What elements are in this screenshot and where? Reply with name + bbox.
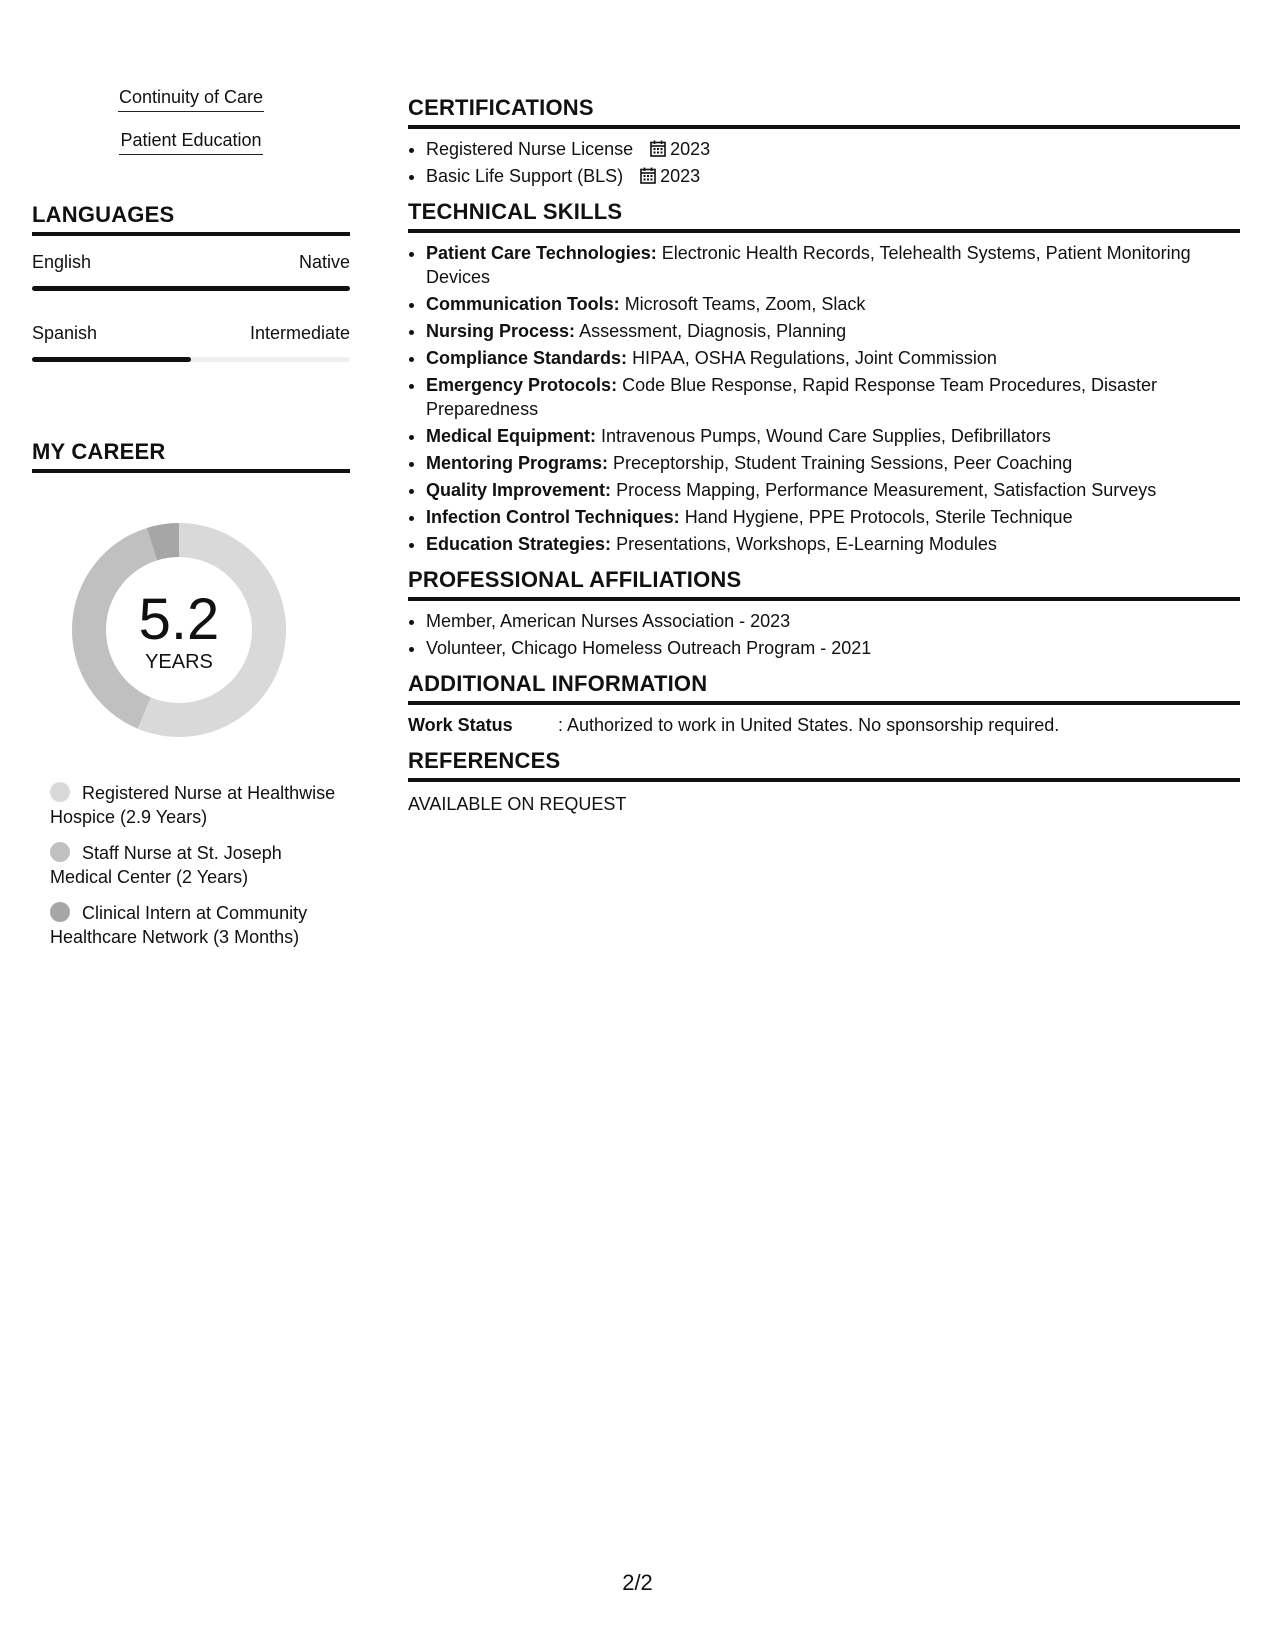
language-proficiency-fill — [32, 357, 191, 362]
skill-tag: Patient Education — [119, 128, 262, 155]
skill-item — [426, 451, 1240, 475]
certification-name: Basic Life Support (BLS) — [426, 166, 624, 186]
skill-category: Nursing Process: — [426, 321, 576, 341]
language-name: English — [32, 252, 92, 272]
legend-dot-icon — [50, 782, 70, 802]
donut-center — [64, 515, 294, 745]
language-item — [32, 250, 350, 291]
career-legend-label: Clinical Intern at Community Healthcare Network (3 Months) — [50, 903, 308, 947]
calendar-icon — [650, 140, 666, 157]
work-status-label: Work Status — [408, 715, 513, 735]
skill-category: Mentoring Programs: — [426, 453, 609, 473]
language-level: Intermediate — [249, 323, 350, 343]
skill-category: Communication Tools: — [426, 294, 620, 314]
skill-details: Preceptorship, Student Training Sessions, Peer Coaching — [613, 453, 1073, 473]
additional-info-title: ADDITIONAL INFORMATION — [408, 670, 1240, 705]
career-section — [32, 438, 350, 949]
skill-tag: Continuity of Care — [118, 85, 264, 112]
certification-year: 2023 — [670, 139, 711, 159]
skill-category: Quality Improvement: — [426, 480, 612, 500]
skill-item — [426, 373, 1240, 421]
career-title: MY CAREER — [32, 438, 350, 473]
sidebar — [32, 85, 350, 961]
references-text: AVAILABLE ON REQUEST — [408, 794, 627, 814]
skill-item — [426, 505, 1240, 529]
certification-item — [426, 164, 1240, 188]
skill-details: Microsoft Teams, Zoom, Slack — [624, 294, 866, 314]
page-number: 2/2 — [622, 1570, 653, 1595]
skill-item — [426, 292, 1240, 316]
skill-tag-list — [32, 85, 350, 171]
references-section — [408, 747, 1240, 816]
language-proficiency-bar — [32, 286, 350, 291]
skill-details: Intravenous Pumps, Wound Care Supplies, Defibrillators — [601, 426, 1051, 446]
legend-dot-icon — [50, 842, 70, 862]
work-status-value: : Authorized to work in United States. No sponsorship required. — [558, 715, 1060, 735]
career-legend-item — [50, 781, 340, 829]
career-legend-item — [50, 841, 340, 889]
career-donut-chart — [64, 515, 294, 745]
skill-item — [426, 532, 1240, 556]
career-legend — [50, 781, 340, 949]
language-name: Spanish — [32, 323, 98, 343]
skill-category: Medical Equipment: — [426, 426, 597, 446]
technical-skills-section — [408, 198, 1240, 556]
skill-item — [426, 241, 1240, 289]
language-proficiency-fill — [32, 286, 350, 291]
career-legend-item — [50, 901, 340, 949]
skill-category: Compliance Standards: — [426, 348, 628, 368]
skill-item — [426, 478, 1240, 502]
calendar-icon — [640, 167, 656, 184]
skill-details: Electronic Health Records, Telehealth Systems, Patient Monitoring Devices — [426, 243, 1191, 287]
languages-title: LANGUAGES — [32, 201, 350, 236]
skill-details: HIPAA, OSHA Regulations, Joint Commission — [632, 348, 997, 368]
certifications-title: CERTIFICATIONS — [408, 94, 1240, 129]
work-status-row — [408, 713, 1240, 737]
skill-details: Presentations, Workshops, E-Learning Modules — [616, 534, 997, 554]
language-proficiency-bar — [32, 357, 350, 362]
language-level: Native — [298, 252, 350, 272]
languages-section — [32, 201, 350, 362]
certifications-section — [408, 94, 1240, 188]
skill-category: Emergency Protocols: — [426, 375, 618, 395]
references-title: REFERENCES — [408, 747, 1240, 782]
affiliations-section — [408, 566, 1240, 660]
career-legend-label: Registered Nurse at Healthwise Hospice (2.9 Years) — [50, 783, 336, 827]
skill-details: Process Mapping, Performance Measurement, Satisfaction Surveys — [616, 480, 1157, 500]
language-item — [32, 321, 350, 362]
skill-item — [426, 319, 1240, 343]
certification-name: Registered Nurse License — [426, 139, 634, 159]
affiliation-item: • Volunteer, Chicago Homeless Outreach Program - 2021 — [426, 636, 1240, 660]
main-content — [408, 94, 1240, 826]
skill-category: Education Strategies: — [426, 534, 612, 554]
certification-item — [426, 137, 1240, 161]
affiliations-title: PROFESSIONAL AFFILIATIONS — [408, 566, 1240, 601]
technical-skills-title: TECHNICAL SKILLS — [408, 198, 1240, 233]
skill-details: Hand Hygiene, PPE Protocols, Sterile Technique — [684, 507, 1073, 527]
skill-item — [426, 346, 1240, 370]
certification-year: 2023 — [660, 166, 701, 186]
career-total-unit: YEARS — [145, 651, 213, 673]
skill-item — [426, 424, 1240, 448]
skill-category: Patient Care Technologies: — [426, 243, 657, 263]
skill-details: Assessment, Diagnosis, Planning — [579, 321, 847, 341]
skill-category: Infection Control Techniques: — [426, 507, 680, 527]
legend-dot-icon — [50, 902, 70, 922]
affiliation-item: • Member, American Nurses Association - 2023 — [426, 609, 1240, 633]
career-total-value: 5.2 — [138, 587, 220, 652]
career-legend-label: Staff Nurse at St. Joseph Medical Center (2 Years) — [50, 843, 282, 887]
additional-info-section — [408, 670, 1240, 737]
skill-details: Code Blue Response, Rapid Response Team Procedures, Disaster Preparedness — [426, 375, 1158, 419]
